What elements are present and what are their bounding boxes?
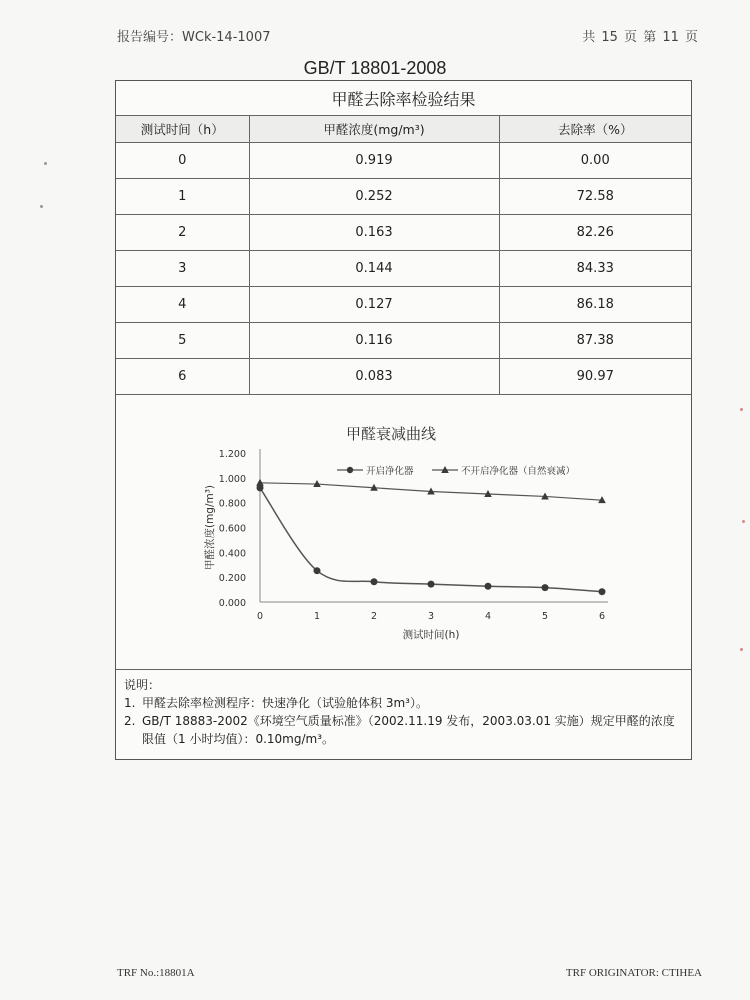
note-number: 1. [124, 696, 136, 710]
table-caption: 甲醛去除率检验结果 [116, 81, 691, 116]
cell-time: 6 [116, 359, 249, 395]
notes-section [116, 670, 691, 754]
results-table [116, 81, 691, 395]
y-tick-label: 1.000 [218, 473, 246, 485]
legend-label-purifier-on: 开启净化器 [366, 466, 414, 477]
cell-concentration: 0.252 [249, 179, 499, 215]
notes-title: 说明： [124, 678, 161, 692]
x-tick-label: 3 [427, 611, 435, 622]
table-row [116, 287, 691, 323]
y-tick-label: 0.600 [218, 523, 246, 535]
report-number-label: 报告编号： [117, 30, 183, 45]
cell-removal-rate: 72.58 [499, 179, 691, 215]
note-text: GB/T 18883-2002《环境空气质量标准》（2002.11.19 发布，2003.03.01 实施）规定甲醛的浓度限值（1 小时均值）：0.10mg/m³。 [142, 714, 675, 746]
cell-concentration: 0.116 [249, 323, 499, 359]
standard-title: GB/T 18801-2008 [303, 58, 447, 78]
y-axis-label: 甲醛浓度(mg/m³) [204, 484, 216, 571]
report-number-value: WCk-14-1007 [182, 30, 271, 45]
cell-time: 2 [116, 215, 249, 251]
col-header-time: 测试时间（h） [116, 116, 249, 143]
col-header-concentration: 甲醛浓度(mg/m³) [249, 116, 499, 143]
data-point-purifier-on [485, 583, 492, 590]
table-row [116, 251, 691, 287]
decay-chart-area [116, 398, 691, 670]
page-info: 共 15 页 第 11 页 [582, 30, 698, 45]
note-text: 甲醛去除率检测程序：快速净化（试验舱体积 3m³）。 [142, 696, 428, 710]
cell-time: 0 [116, 143, 249, 179]
data-point-purifier-on [599, 588, 606, 595]
cell-concentration: 0.083 [249, 359, 499, 395]
report-number [117, 26, 270, 45]
scan-speck [44, 162, 47, 165]
table-row [116, 323, 691, 359]
y-tick-label: 0.400 [218, 548, 246, 560]
x-tick-label: 6 [598, 611, 606, 622]
y-tick-label: 0.800 [218, 498, 246, 510]
y-tick-label: 1.200 [218, 449, 246, 460]
cell-time: 3 [116, 251, 249, 287]
col-header-removal-rate: 去除率（%） [499, 116, 691, 143]
scan-speck [740, 648, 743, 651]
trf-number: TRF No.:18801A [117, 967, 195, 979]
x-tick-label: 5 [541, 611, 549, 622]
table-row [116, 179, 691, 215]
cell-removal-rate: 0.00 [499, 143, 691, 179]
x-tick-label: 4 [484, 611, 492, 622]
data-point-purifier-on [542, 584, 549, 591]
scan-speck [40, 205, 43, 208]
y-tick-label: 0.000 [218, 598, 246, 609]
chart-title: 甲醛衰减曲线 [345, 425, 437, 443]
results-frame [115, 80, 692, 760]
scan-speck [740, 408, 743, 411]
cell-concentration: 0.919 [249, 143, 499, 179]
x-tick-label: 1 [313, 611, 321, 622]
cell-concentration: 0.163 [249, 215, 499, 251]
legend-marker-purifier-on [347, 467, 353, 473]
decay-chart [116, 398, 691, 669]
series-line-purifier-on [260, 488, 602, 592]
table-row [116, 143, 691, 179]
x-tick-label: 2 [370, 611, 378, 622]
data-point-purifier-on [371, 578, 378, 585]
table-row [116, 359, 691, 395]
cell-removal-rate: 87.38 [499, 323, 691, 359]
cell-time: 4 [116, 287, 249, 323]
note-item [124, 694, 683, 712]
cell-removal-rate: 82.26 [499, 215, 691, 251]
legend-label-purifier-off: 不开启净化器（自然衰减） [461, 466, 576, 477]
cell-time: 1 [116, 179, 249, 215]
trf-originator: TRF ORIGINATOR: CTIHEA [565, 967, 702, 979]
x-tick-label: 0 [256, 611, 264, 622]
cell-removal-rate: 84.33 [499, 251, 691, 287]
y-tick-label: 0.200 [218, 573, 246, 585]
x-axis-label: 测试时间(h) [402, 629, 460, 641]
cell-removal-rate: 90.97 [499, 359, 691, 395]
cell-concentration: 0.127 [249, 287, 499, 323]
cell-removal-rate: 86.18 [499, 287, 691, 323]
data-point-purifier-on [428, 581, 435, 588]
data-point-purifier-on [314, 567, 321, 574]
scan-speck [742, 520, 745, 523]
table-row [116, 215, 691, 251]
note-number: 2. [124, 714, 136, 728]
cell-concentration: 0.144 [249, 251, 499, 287]
note-item [124, 712, 683, 748]
cell-time: 5 [116, 323, 249, 359]
